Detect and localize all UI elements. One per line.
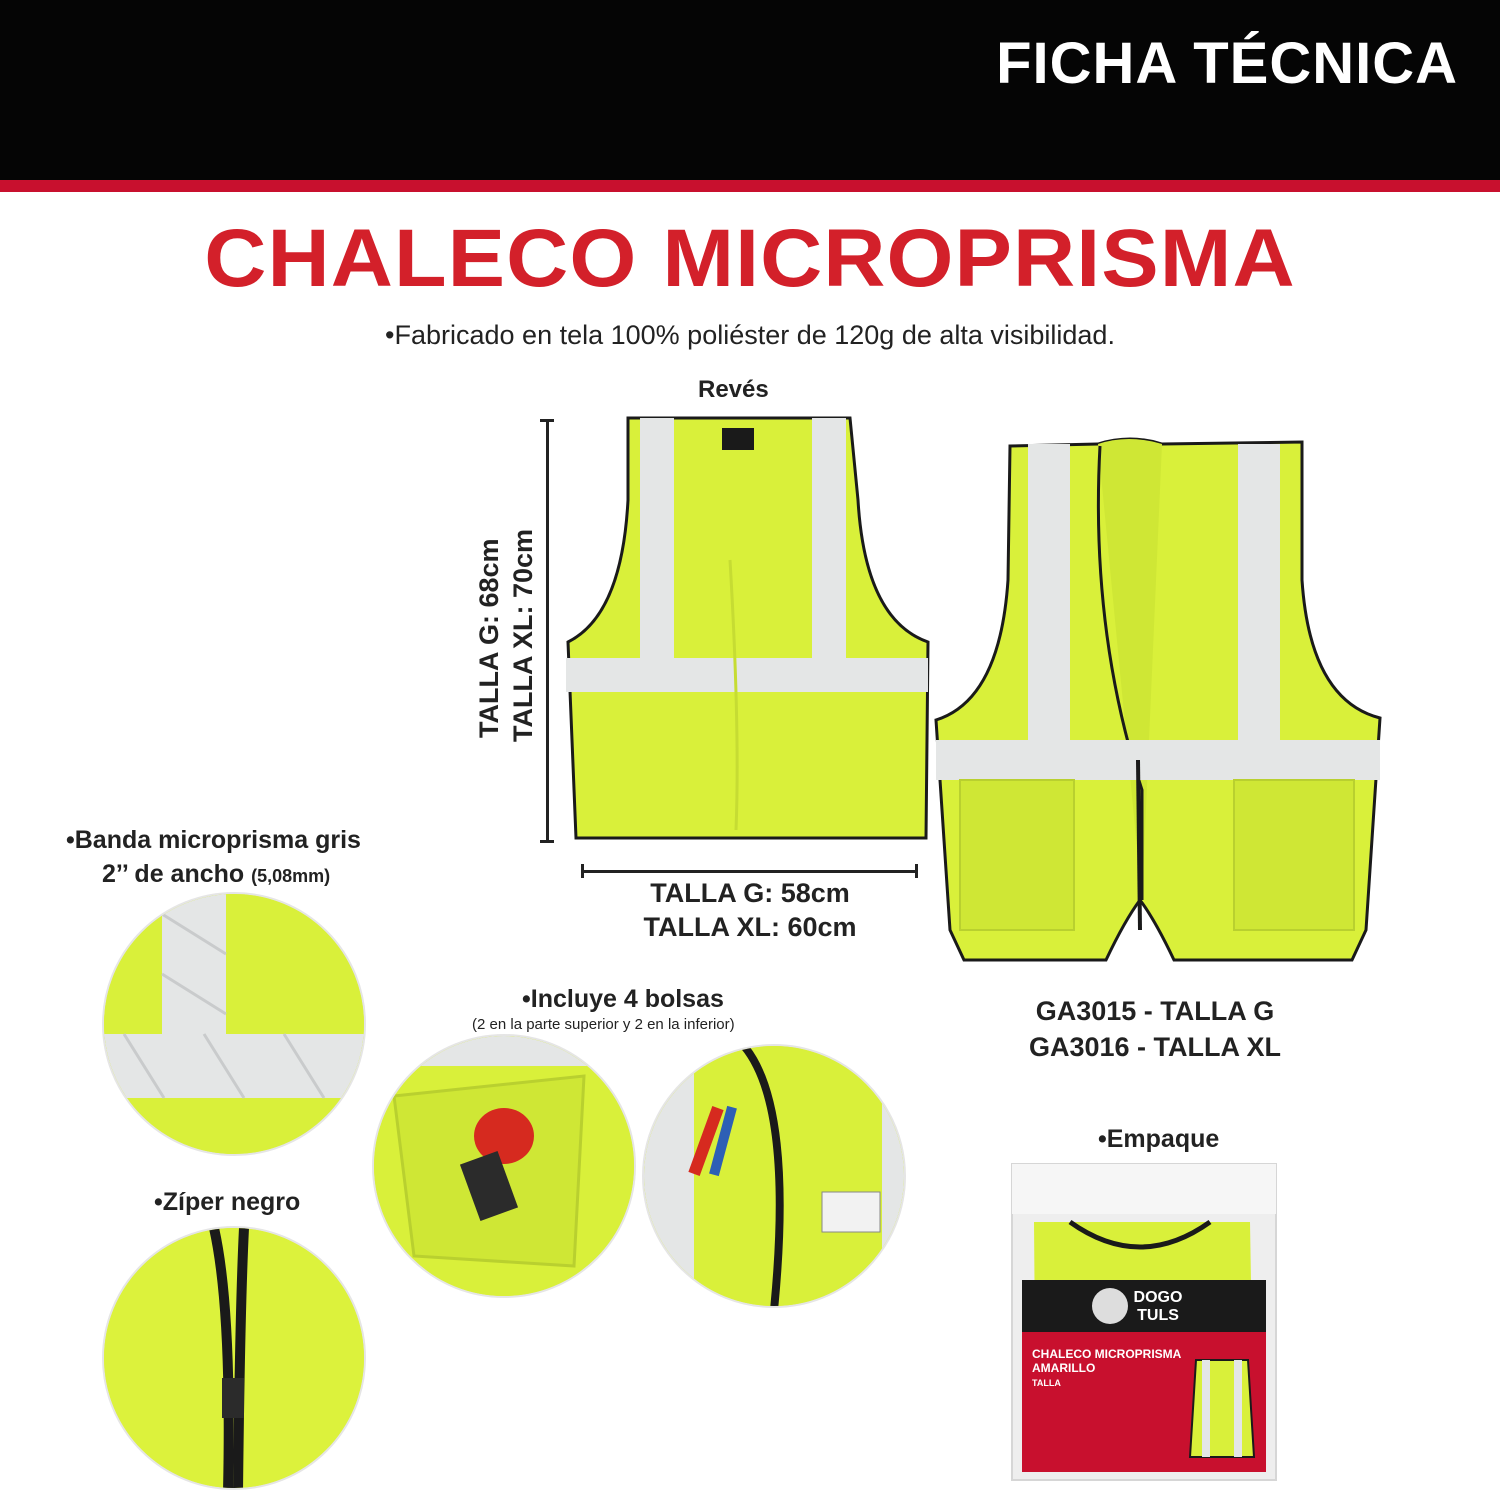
- width-dimension-cap-left: [581, 864, 584, 878]
- band-feature-width: [102, 860, 330, 889]
- band-width-label: 2’’ de ancho: [102, 860, 245, 888]
- pocket-detail-image-2: [642, 1044, 906, 1308]
- package-feature-title: •Empaque: [1098, 1125, 1220, 1153]
- brand-tag-icon: [722, 428, 754, 450]
- package-product-line2: AMARILLO: [1032, 1361, 1096, 1375]
- model-code-g: GA3015 - TALLA G: [1035, 996, 1275, 1026]
- package-product-line1: CHALECO MICROPRISMA: [1032, 1347, 1182, 1361]
- product-title: CHALECO MICROPRISMA: [204, 213, 1296, 304]
- height-dimension-labels: [470, 520, 550, 750]
- height-dimension-cap-top: [540, 419, 554, 422]
- zipper-feature-title: •Zíper negro: [154, 1188, 301, 1216]
- package-brand-line1: DOGO: [1133, 1289, 1183, 1306]
- width-dimension-cap-right: [915, 864, 918, 878]
- pockets-feature-title: •Incluye 4 bolsas: [522, 985, 724, 1013]
- package-brand-line2: TULS: [1137, 1307, 1179, 1324]
- package-image: [1010, 1162, 1280, 1484]
- pockets-feature-note: (2 en la parte superior y 2 en la inferior): [472, 1016, 735, 1033]
- height-label-xl: TALLA XL: 70cm: [508, 528, 538, 742]
- band-feature-title: •Banda microprisma gris: [66, 826, 361, 854]
- header-accent-stripe: [0, 180, 1500, 192]
- header-title: FICHA TÉCNICA: [996, 31, 1458, 96]
- pocket-detail-image-1: [372, 1034, 636, 1298]
- band-width-mm: (5,08mm): [251, 866, 331, 886]
- zipper-detail-image: [102, 1226, 366, 1490]
- back-view-label: Revés: [698, 376, 769, 403]
- height-dimension-cap-bottom: [540, 840, 554, 843]
- dog-logo-icon: [1092, 1288, 1128, 1324]
- package-size-label: TALLA: [1032, 1378, 1061, 1388]
- width-label-g: TALLA G: 58cm: [650, 878, 850, 908]
- vest-back-image: [560, 410, 932, 850]
- height-label-g: TALLA G: 68cm: [474, 538, 504, 738]
- vest-front-image: [930, 430, 1386, 970]
- width-dimension-line: [583, 870, 917, 873]
- band-detail-image: [102, 892, 366, 1156]
- width-label-xl: TALLA XL: 60cm: [643, 912, 857, 942]
- model-code-xl: GA3016 - TALLA XL: [1028, 1032, 1282, 1062]
- product-description: •Fabricado en tela 100% poliéster de 120g de alta visibilidad.: [385, 320, 1115, 350]
